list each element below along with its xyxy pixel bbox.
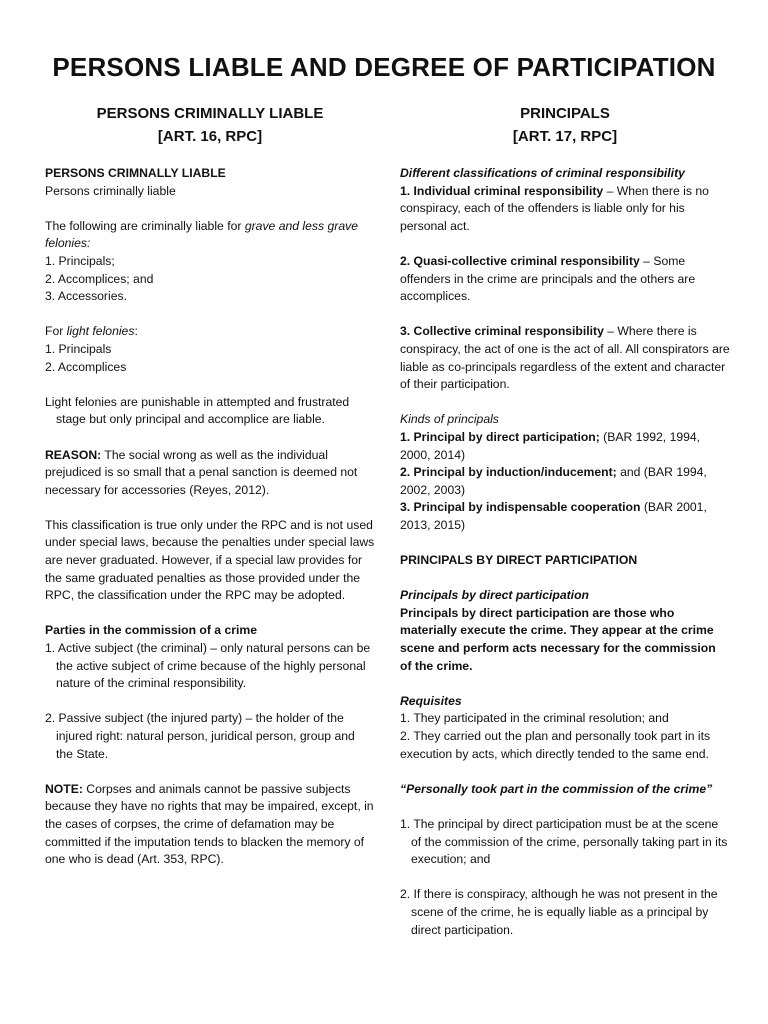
list-item bbox=[400, 464, 730, 499]
requisites-heading: Requisites bbox=[400, 693, 462, 708]
parties-item-1: 1. Active subject (the criminal) – only natural persons can be the active subject of crime because of the highly personal nature of the criminal responsibility. bbox=[45, 641, 371, 691]
light-colon: : bbox=[134, 324, 138, 339]
left-column bbox=[45, 102, 375, 957]
list-item bbox=[400, 429, 730, 464]
left-heading-line-1: PERSONS CRIMINALLY LIABLE bbox=[96, 105, 324, 122]
pdp-subheading: Principals by direct participation bbox=[400, 588, 589, 603]
left-column-heading bbox=[45, 102, 375, 148]
list-item: 1. Principals; bbox=[45, 253, 115, 268]
right-column-heading bbox=[400, 102, 730, 148]
reason-paragraph bbox=[45, 447, 375, 500]
kinds-of-principals bbox=[400, 411, 730, 534]
list-item: 2. Accomplices bbox=[45, 359, 127, 374]
pdp-heading: PRINCIPALS BY DIRECT PARTICIPATION bbox=[400, 553, 638, 568]
grave-em: grave and less grave felonies: bbox=[45, 218, 358, 251]
parties-item-2: 2. Passive subject (the injured party) – the holder of the injured right: natural person, juridical person, group and the State. bbox=[45, 711, 355, 761]
note-text: Corpses and animals cannot be passive subjects because they have no rights that may be impaired, except, in the cases of corpses, the crime of defamation may be committed if the imputation tends to blacken the memory of one who is dead (Art. 353, RPC). bbox=[45, 781, 374, 867]
light-intro: For bbox=[45, 324, 67, 339]
classification-paragraph: This classification is true only under the RPC and is not used under special laws, because the penalties under special laws are never graduated. However, if a special law provides for the same graduated penalties as those provided under the RPC, the classification under the RPC may be adopted. bbox=[45, 517, 375, 603]
list-item: 1. They participated in the criminal resolution; and bbox=[400, 711, 669, 726]
list-item: 1. Principals bbox=[45, 341, 112, 356]
note-label: NOTE: bbox=[45, 781, 83, 796]
k3-text: (BAR 2001, 2013, 2015) bbox=[400, 500, 707, 532]
light-felonies-paragraph bbox=[45, 323, 375, 376]
classifications-heading: Different classifications of criminal responsibility bbox=[400, 166, 685, 180]
c3-label: 3. Collective criminal responsibility bbox=[400, 324, 604, 339]
requisites bbox=[400, 693, 730, 763]
section-subtext: Persons criminally liable bbox=[45, 183, 176, 198]
quote-item-2: 2. If there is conspiracy, although he was not present in the scene of the crime, he is equally liable as a principal by direct participation. bbox=[400, 887, 718, 937]
persons-liable-section bbox=[45, 165, 375, 200]
right-column bbox=[400, 102, 730, 957]
quote-item-1: 1. The principal by direct participation must be at the scene of the commission of the crime, personally taking part in its execution; and bbox=[400, 816, 728, 867]
reason-text: The social wrong as well as the individual prejudiced is so small that a penal sanction is deemed not necessary for accessories (Reyes, 2012). bbox=[45, 447, 358, 497]
kinds-heading: Kinds of principals bbox=[400, 412, 499, 427]
k2-label: 2. Principal by induction/inducement; bbox=[400, 465, 617, 480]
pdp-definition bbox=[400, 587, 730, 675]
right-heading-line-2: [ART. 17, RPC] bbox=[512, 128, 618, 145]
k2-text: and (BAR 1994, 2002, 2003) bbox=[400, 465, 707, 497]
c1-text: – When there is no conspiracy, each of the offenders is liable only for his personal act. bbox=[400, 183, 709, 233]
classification-item-2 bbox=[400, 253, 730, 306]
light-em: light felonies bbox=[66, 324, 135, 339]
right-heading-line-1: PRINCIPALS bbox=[520, 105, 610, 122]
two-column-body bbox=[30, 102, 738, 957]
c2-text: – Some offenders in the crime are principals and the others are accomplices. bbox=[400, 253, 696, 304]
grave-felonies-paragraph bbox=[45, 218, 375, 306]
classification-item-1 bbox=[400, 183, 730, 236]
pdp-text: Principals by direct participation are those who materially execute the crime. They appear at the crime scene and perform acts necessary for the commission of the crime. bbox=[400, 605, 716, 673]
note-paragraph bbox=[45, 781, 375, 869]
c1-label: 1. Individual criminal responsibility bbox=[400, 183, 604, 198]
k3-label: 3. Principal by indispensable cooperation bbox=[400, 500, 641, 515]
reason-label: REASON: bbox=[45, 447, 102, 462]
quote-heading: “Personally took part in the commission of the crime” bbox=[400, 781, 713, 796]
section-subtitle: PERSONS CRIMNALLY LIABLE bbox=[45, 166, 226, 180]
parties-heading: Parties in the commission of a crime bbox=[45, 623, 257, 638]
k1-text: (BAR 1992, 1994, 2000, 2014) bbox=[400, 429, 701, 462]
list-item: 3. Accessories. bbox=[45, 289, 127, 304]
list-item bbox=[400, 499, 730, 534]
c2-label: 2. Quasi-collective criminal responsibility bbox=[400, 253, 640, 268]
list-item: 2. Accomplices; and bbox=[45, 271, 154, 286]
k1-label: 1. Principal by direct participation; bbox=[400, 429, 600, 444]
document-title: PERSONS LIABLE AND DEGREE OF PARTICIPATION bbox=[52, 52, 716, 82]
grave-intro: The following are criminally liable for bbox=[45, 218, 245, 233]
c3-text: – Where there is conspiracy, the act of one is the act of all. All conspirators are liable as co-principals regardless of the extent and character of their participation. bbox=[400, 324, 730, 392]
list-item: 2. They carried out the plan and personally took part in its execution by acts, which directly tended to the same end. bbox=[400, 729, 711, 761]
classification-item-3 bbox=[400, 323, 730, 393]
left-heading-line-2: [ART. 16, RPC] bbox=[157, 128, 263, 145]
light-felonies-note: Light felonies are punishable in attempted and frustrated stage but only principal and accomplice are liable. bbox=[45, 394, 350, 427]
